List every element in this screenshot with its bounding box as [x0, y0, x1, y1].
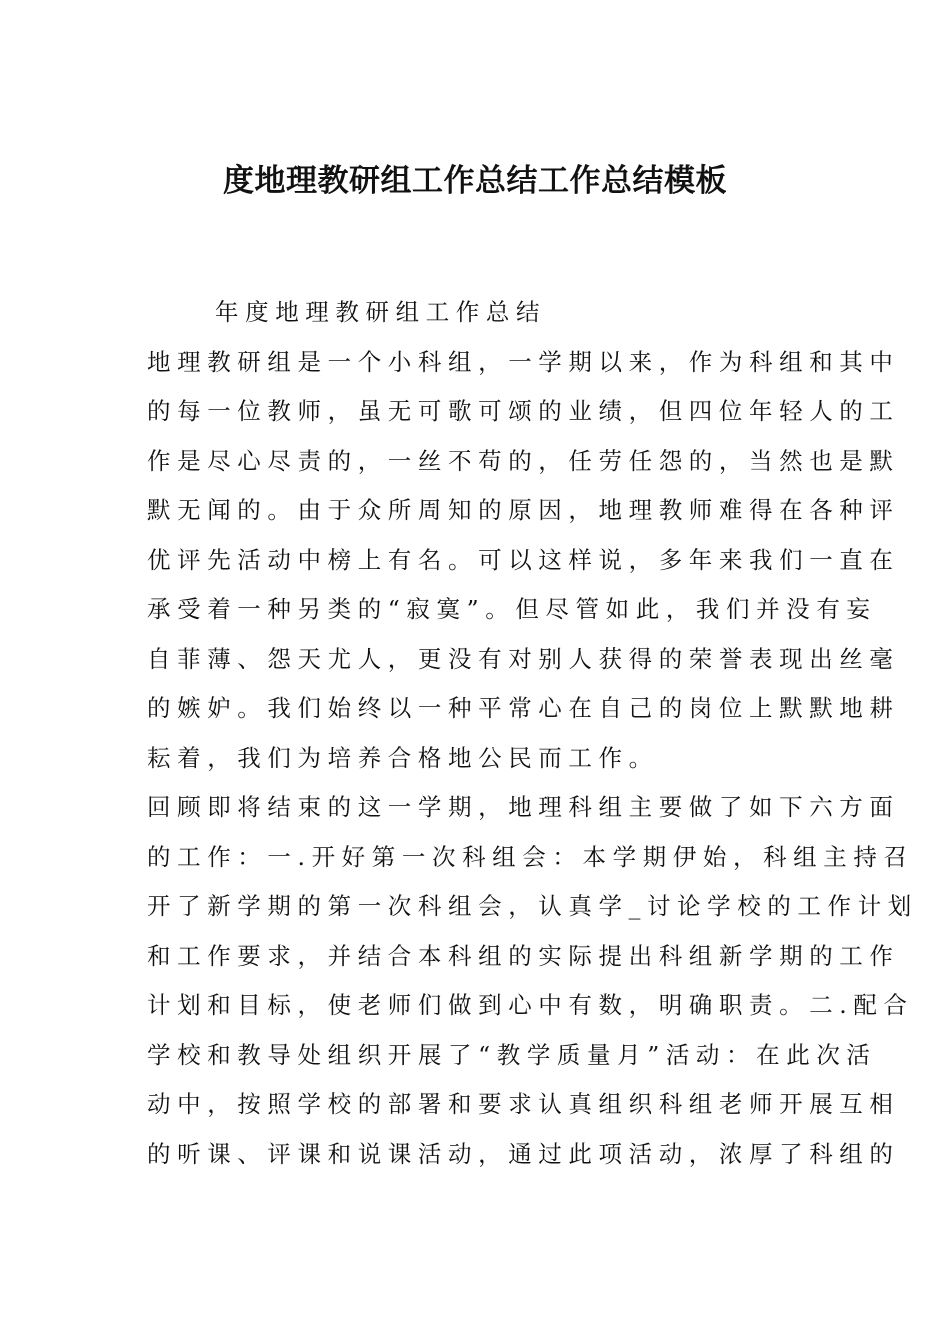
paragraph-line: 计划和目标，使老师们做到心中有数，明确职责。二.配合	[147, 991, 914, 1019]
document-subtitle: 年度地理教研组工作总结	[215, 298, 547, 326]
paragraph-line: 动中，按照学校的部署和要求认真组织科组老师开展互相	[147, 1090, 900, 1118]
paragraph-1	[147, 338, 900, 784]
paragraph-line: 回顾即将结束的这一学期，地理科组主要做了如下六方面	[147, 793, 900, 821]
paragraph-line: 承受着一种另类的“寂寞”。但尽管如此，我们并没有妄	[147, 595, 877, 623]
document-body	[147, 288, 918, 1179]
paragraph-line: 学校和教导处组织开展了“教学质量月”活动：在此次活	[147, 1040, 877, 1069]
paragraph-line: 作是尽心尽责的，一丝不苟的，任劳任怨的，当然也是默	[147, 446, 900, 475]
paragraph-line: 优评先活动中榜上有名。可以这样说，多年来我们一直在	[147, 545, 900, 574]
paragraph-line: 的每一位教师，虽无可歌可颂的业绩，但四位年轻人的工	[147, 397, 900, 425]
paragraph-line: 的工作：一.开好第一次科组会：本学期伊始，科组主持召	[147, 842, 914, 871]
paragraph-line: 的嫉妒。我们始终以一种平常心在自己的岗位上默默地耕	[147, 694, 900, 722]
paragraph-line: 默无闻的。由于众所周知的原因，地理教师难得在各种评	[147, 496, 900, 524]
document-title: 度地理教研组工作总结工作总结模板	[223, 163, 727, 199]
paragraph-line: 耘着，我们为培养合格地公民而工作。	[147, 743, 659, 772]
paragraph-line: 和工作要求，并结合本科组的实际提出科组新学期的工作	[147, 941, 900, 970]
paragraph-2	[147, 783, 918, 1179]
paragraph-line: 开了新学期的第一次科组会，认真学_讨论学校的工作计划	[147, 892, 918, 920]
paragraph-line: 地理教研组是一个小科组，一学期以来，作为科组和其中	[147, 347, 900, 376]
paragraph-line: 的听课、评课和说课活动，通过此项活动，浓厚了科组的	[147, 1139, 900, 1168]
paragraph-line: 自菲薄、怨天尤人，更没有对别人获得的荣誉表现出丝毫	[147, 644, 900, 673]
